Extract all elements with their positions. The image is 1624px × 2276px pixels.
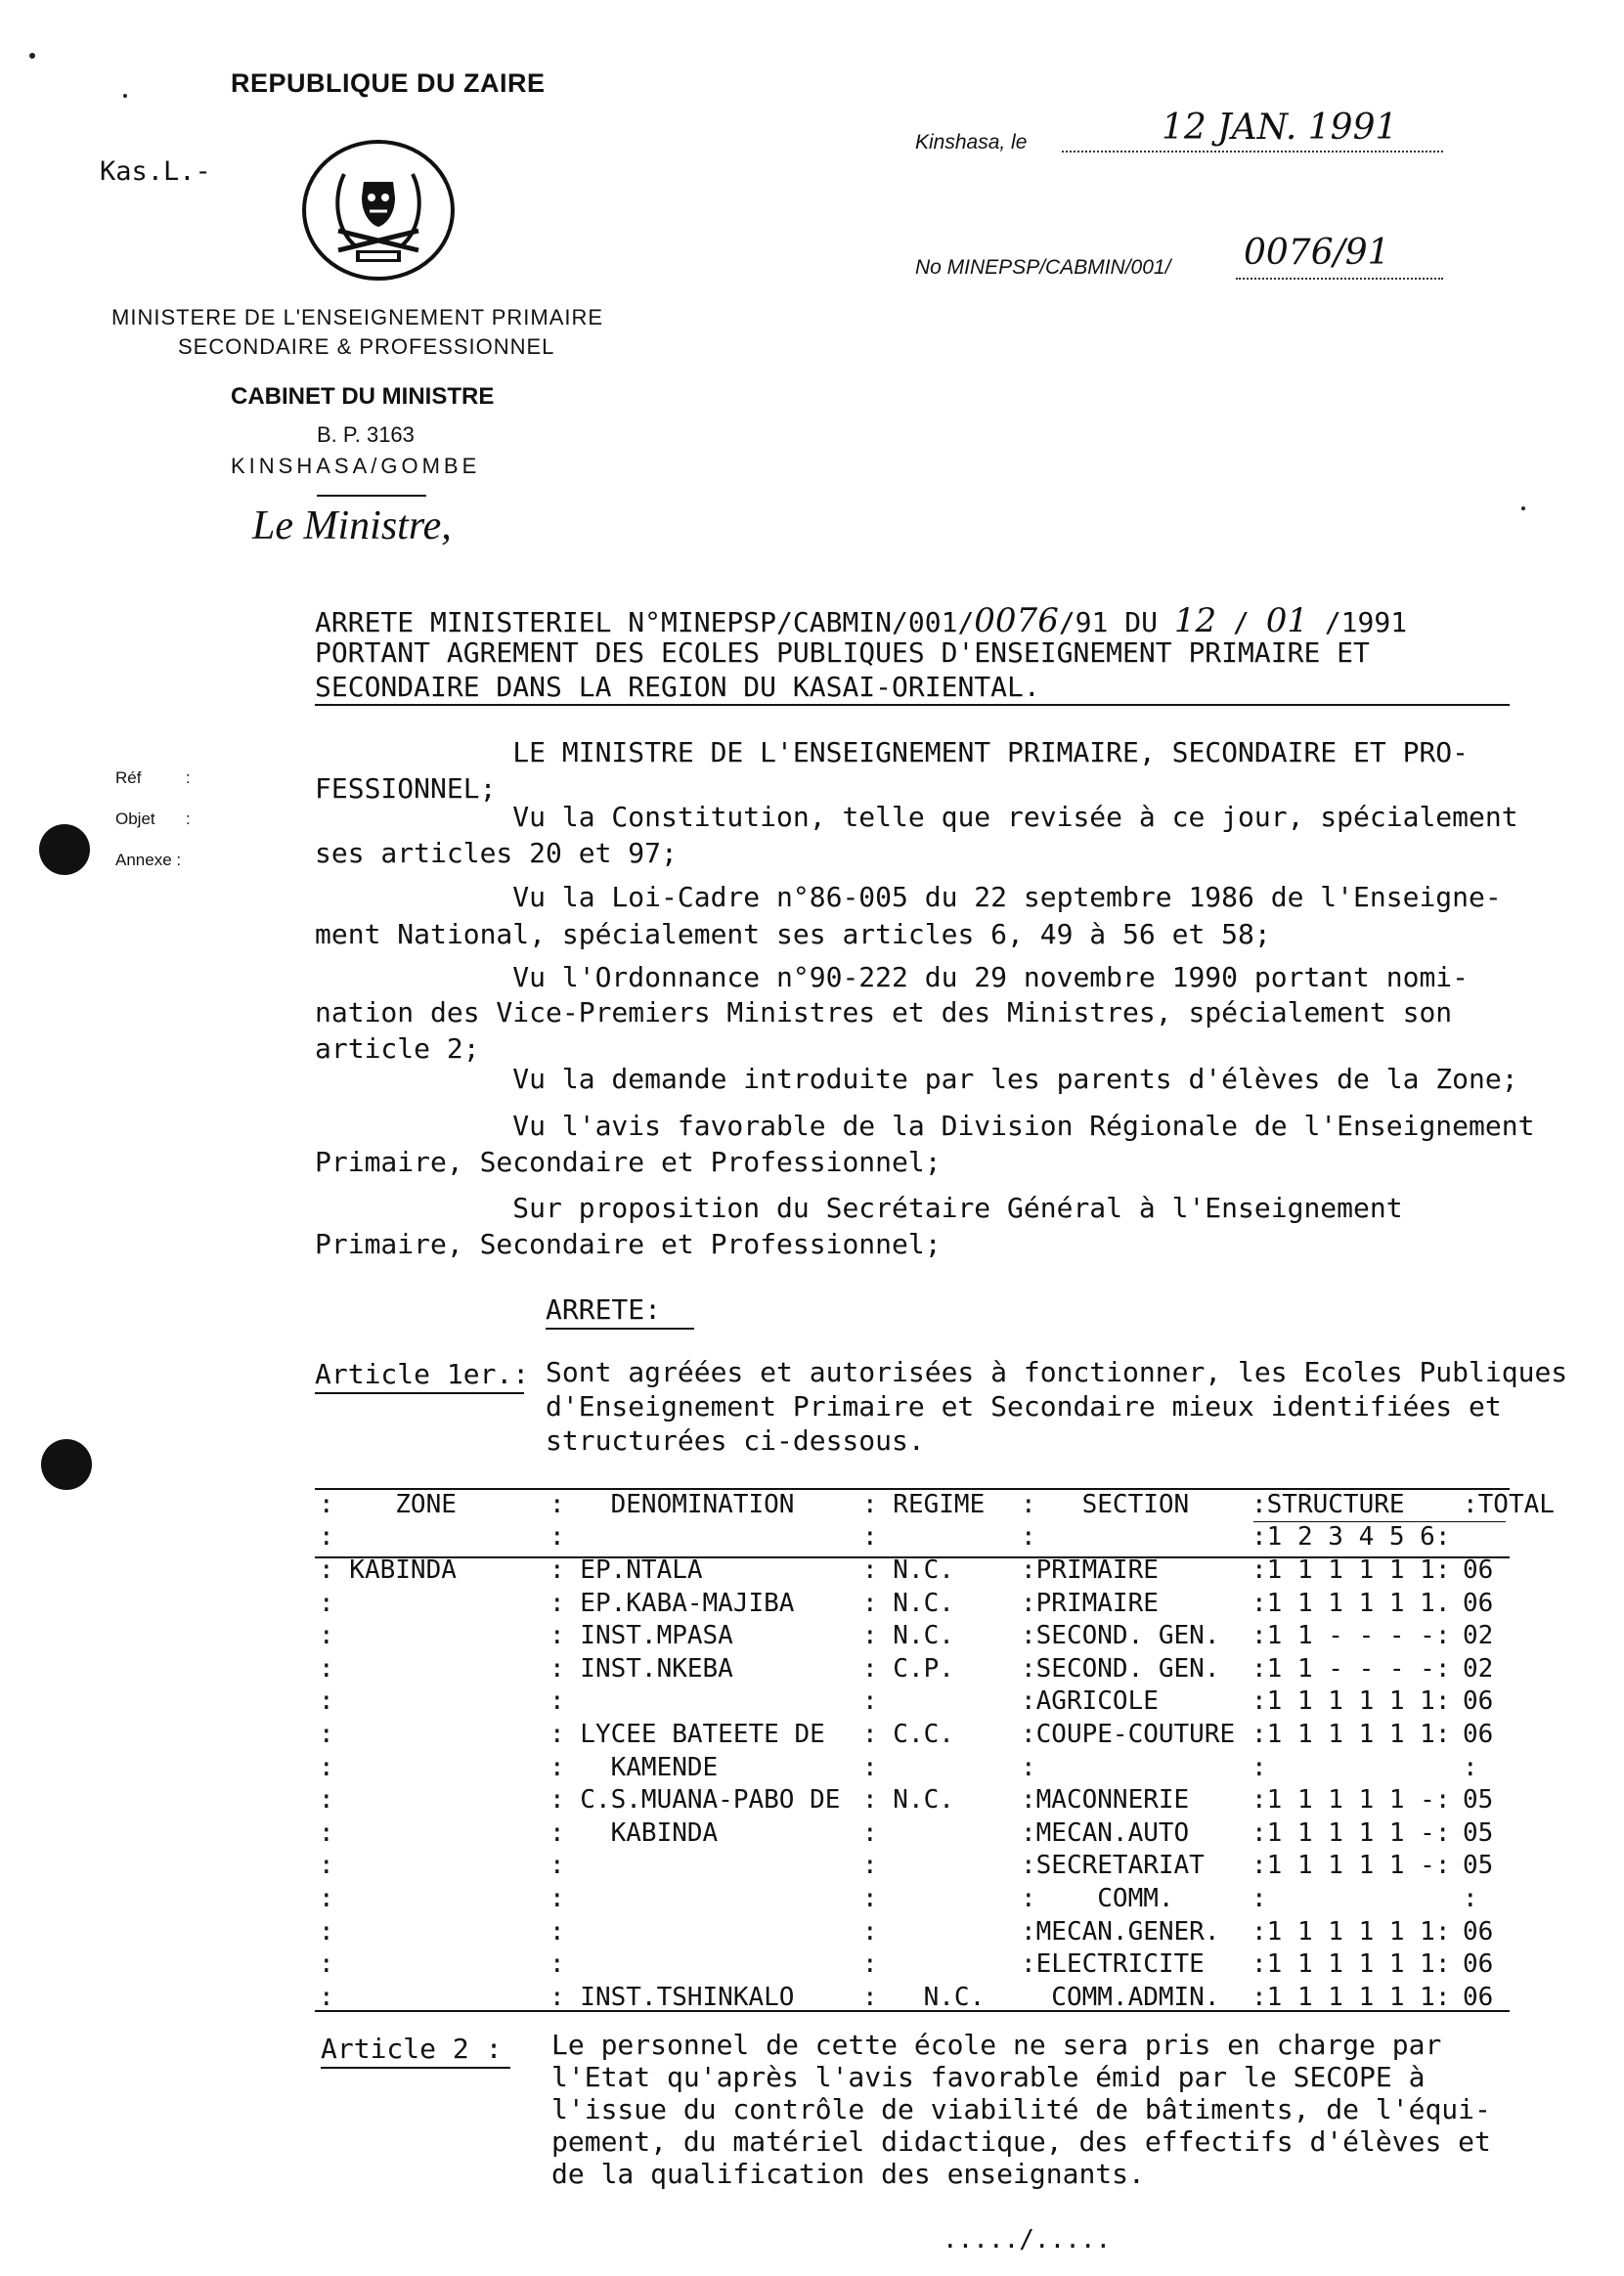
preamble-minister-line1: LE MINISTRE DE L'ENSEIGNEMENT PRIMAIRE, SECONDAIRE ET PRO- <box>315 736 1470 768</box>
cell-structure: :1 1 1 1 1 1: <box>1251 1916 1451 1947</box>
ref-margin-label: Réf <box>115 768 142 787</box>
preamble-proposition-line1: Sur proposition du Secrétaire Général à l'Enseignement <box>315 1192 1403 1224</box>
punch-hole-top <box>39 824 90 875</box>
cell-denomination: : INST.NKEBA <box>549 1653 733 1684</box>
table-body <box>315 1554 1558 2013</box>
cell-zone: : <box>319 1916 334 1947</box>
article2-label-underline <box>321 2067 510 2069</box>
ministry-name-line1: MINISTERE DE L'ENSEIGNEMENT PRIMAIRE <box>111 305 604 329</box>
cell-structure: : <box>1251 1883 1267 1913</box>
preamble-avis-line2: Primaire, Secondaire et Professionnel; <box>315 1146 942 1178</box>
title-sep: / <box>1232 606 1250 638</box>
table-subheader-row <box>315 1521 1558 1554</box>
cell-denomination: : INST.TSHINKALO <box>549 1982 795 2012</box>
cell-section: :ELECTRICITE <box>1021 1949 1205 1980</box>
cell-structure: :1 1 - - - -: <box>1251 1621 1451 1651</box>
cell-structure: :1 1 1 1 1 1. <box>1251 1588 1451 1618</box>
preamble-ordonnance-line1: Vu l'Ordonnance n°90-222 du 29 novembre 1990 portant nomi- <box>315 961 1470 993</box>
cell-zone: : <box>319 1883 334 1913</box>
cell-structure: :1 1 1 1 1 -: <box>1251 1817 1451 1848</box>
table-row <box>315 1981 1558 2014</box>
cell-zone: : <box>319 1949 334 1980</box>
cell-denomination: : INST.MPASA <box>549 1621 733 1651</box>
cell-zone: : <box>319 1851 334 1881</box>
scan-speck <box>29 53 35 59</box>
cell-denomination: : <box>549 1949 565 1980</box>
cell-regime: : <box>862 1686 878 1717</box>
cell-denomination: : KAMENDE <box>549 1752 719 1782</box>
title-mid: /91 DU <box>1058 606 1158 638</box>
table-row <box>315 1850 1558 1883</box>
article1-line2: d'Enseignement Primaire et Secondaire mieux identifiées et <box>546 1390 1502 1422</box>
article2-line5: de la qualification des enseignants. <box>551 2158 1145 2190</box>
reference-code: Kas.L.- <box>100 156 211 187</box>
place-label: Kinshasa, le <box>915 131 1028 153</box>
table-row <box>315 1751 1558 1784</box>
preamble-proposition-line2: Primaire, Secondaire et Professionnel; <box>315 1228 942 1260</box>
cell-total: 06 <box>1463 1554 1494 1585</box>
cell-section: :MACONNERIE <box>1021 1785 1190 1816</box>
handwritten-decree-day: 12 <box>1173 601 1217 640</box>
preamble-ordonnance-line2: nation des Vice-Premiers Ministres et des Ministres, spécialement son <box>315 996 1453 1029</box>
annex-margin-label: Annexe : <box>115 851 182 869</box>
cell-zone: : <box>319 1653 334 1684</box>
cell-section: :PRIMAIRE <box>1021 1588 1159 1618</box>
cell-regime: : <box>862 1851 878 1881</box>
cell-total: 02 <box>1463 1653 1494 1684</box>
cell-structure: :1 1 1 1 1 1: <box>1251 1719 1451 1749</box>
cell-total: 06 <box>1463 1719 1494 1749</box>
decree-title-line1 <box>315 601 1408 640</box>
article2-line2: l'Etat qu'après l'avis favorable émid par le SECOPE à <box>551 2061 1426 2093</box>
postal-box: B. P. 3163 <box>317 422 415 447</box>
cell-total: 06 <box>1463 1916 1494 1947</box>
cell-regime: : N.C. <box>862 1982 986 2012</box>
number-dotted-line <box>1236 278 1443 280</box>
table-row <box>315 1718 1558 1751</box>
object-margin-label: Objet <box>115 810 155 828</box>
cell-total: 06 <box>1463 1949 1494 1980</box>
preamble-avis-line1: Vu l'avis favorable de la Division Régionale de l'Enseignement <box>315 1110 1535 1142</box>
article2-line4: pement, du matériel didactique, des effectifs d'élèves et <box>551 2125 1491 2158</box>
cell-structure: :1 1 - - - -: <box>1251 1653 1451 1684</box>
cell-structure: :1 1 1 1 1 -: <box>1251 1851 1451 1881</box>
cell-denomination: : <box>549 1883 565 1913</box>
header-structure: :STRUCTURE <box>1251 1489 1405 1519</box>
cell-total: : <box>1463 1752 1478 1782</box>
article1-label-underline <box>315 1392 524 1394</box>
schools-table <box>315 1488 1558 2014</box>
table-row <box>315 1882 1558 1915</box>
table-row <box>315 1783 1558 1816</box>
title-year: /1991 <box>1324 606 1408 638</box>
header-total: :TOTAL <box>1463 1489 1555 1519</box>
title-prefix: ARRETE MINISTERIEL N°MINEPSP/CABMIN/001/ <box>315 606 975 638</box>
cell-section: :SECRETARIAT <box>1021 1851 1205 1881</box>
cell-regime: : C.C. <box>862 1719 954 1749</box>
cell-regime: : <box>862 1949 878 1980</box>
subheader-regime: : <box>862 1522 878 1553</box>
preamble-constitution-line2: ses articles 20 et 97; <box>315 837 678 869</box>
article1-label: Article 1er.: <box>315 1358 530 1390</box>
cell-total: 06 <box>1463 1982 1494 2012</box>
object-colon: : <box>186 810 191 828</box>
table-row <box>315 1652 1558 1685</box>
decree-heading: ARRETE: <box>546 1293 662 1326</box>
cell-denomination: : EP.KABA-MAJIBA <box>549 1588 795 1618</box>
article1-line1: Sont agréées et autorisées à fonctionner, les Ecoles Publiques <box>546 1356 1568 1388</box>
subheader-zone: : <box>319 1522 334 1553</box>
title-underline <box>315 704 1510 706</box>
cell-structure: :1 1 1 1 1 1: <box>1251 1949 1451 1980</box>
article2-line3: l'issue du contrôle de viabilité de bâtiments, de l'équi- <box>551 2093 1491 2125</box>
cell-regime: : N.C. <box>862 1785 954 1816</box>
cell-zone: : KABINDA <box>319 1554 457 1585</box>
cell-section: : <box>1021 1752 1036 1782</box>
cell-section: :SECOND. GEN. <box>1021 1621 1220 1651</box>
cell-zone: : <box>319 1588 334 1618</box>
cell-regime: : N.C. <box>862 1621 954 1651</box>
cell-denomination: : EP.NTALA <box>549 1554 703 1585</box>
cabinet-heading: CABINET DU MINISTRE <box>231 383 495 410</box>
table-row <box>315 1587 1558 1620</box>
cell-total: 02 <box>1463 1621 1494 1651</box>
table-row <box>315 1915 1558 1948</box>
cell-denomination: : <box>549 1686 565 1717</box>
address-divider <box>317 495 426 497</box>
header-denomination: : DENOMINATION <box>549 1489 795 1519</box>
header-section: : SECTION <box>1021 1489 1190 1519</box>
header-zone: : ZONE <box>319 1489 457 1519</box>
cell-regime: : <box>862 1817 878 1848</box>
cell-denomination: : LYCEE BATEETE DE <box>549 1719 825 1749</box>
table-row <box>315 1685 1558 1719</box>
cell-regime: : <box>862 1916 878 1947</box>
cell-structure: :1 1 1 1 1 -: <box>1251 1785 1451 1816</box>
cell-denomination: : KABINDA <box>549 1817 719 1848</box>
subheader-total <box>1459 1521 1558 1554</box>
decree-heading-underline <box>546 1328 694 1330</box>
continuation-marker: ...../..... <box>943 2225 1112 2254</box>
table-header-row <box>315 1488 1558 1521</box>
city-address: KINSHASA/GOMBE <box>231 454 481 478</box>
cell-structure: : <box>1251 1752 1267 1782</box>
cell-section: :MECAN.GENER. <box>1021 1916 1220 1947</box>
cell-total: 06 <box>1463 1686 1494 1717</box>
cell-structure: :1 1 1 1 1 1: <box>1251 1982 1451 2012</box>
cell-total: : <box>1463 1883 1478 1913</box>
cell-zone: : <box>319 1785 334 1816</box>
cell-structure: :1 1 1 1 1 1: <box>1251 1686 1451 1717</box>
cell-zone: : <box>319 1982 334 2012</box>
scan-speck <box>123 94 127 98</box>
punch-hole-bottom <box>41 1439 92 1490</box>
ref-colon: : <box>186 768 191 787</box>
cell-denomination: : <box>549 1916 565 1947</box>
cell-zone: : <box>319 1686 334 1717</box>
subheader-section: : <box>1021 1522 1036 1553</box>
cell-zone: : <box>319 1752 334 1782</box>
cell-section: :SECOND. GEN. <box>1021 1653 1220 1684</box>
cell-regime: : N.C. <box>862 1554 954 1585</box>
date-dotted-line <box>1062 151 1443 153</box>
cell-total: 05 <box>1463 1785 1494 1816</box>
cell-total: 05 <box>1463 1817 1494 1848</box>
cell-denomination: : <box>549 1851 565 1881</box>
cell-zone: : <box>319 1817 334 1848</box>
preamble-ordonnance-line3: article 2; <box>315 1032 480 1065</box>
reference-number-label: No MINEPSP/CABMIN/001/ <box>915 256 1171 279</box>
table-row <box>315 1554 1558 1587</box>
decree-title-line3: SECONDAIRE DANS LA REGION DU KASAI-ORIENTAL. <box>315 671 1040 703</box>
handwritten-number: 0076/91 <box>1244 233 1390 273</box>
article2-line1: Le personnel de cette école ne sera pris en charge par <box>551 2029 1442 2061</box>
handwritten-date: 12 JAN. 1991 <box>1162 108 1398 148</box>
cell-section: COMM.ADMIN. <box>1021 1982 1220 2012</box>
table-row <box>315 1816 1558 1850</box>
article2-label: Article 2 : <box>321 2033 503 2065</box>
preamble-minister-line2: FESSIONNEL; <box>315 772 497 805</box>
cell-total: 06 <box>1463 1588 1494 1618</box>
header-regime: : REGIME <box>862 1489 986 1519</box>
cell-section: :PRIMAIRE <box>1021 1554 1159 1585</box>
table-row <box>315 1948 1558 1981</box>
cell-section: :AGRICOLE <box>1021 1686 1159 1717</box>
signatory-title: Le Ministre, <box>252 503 452 548</box>
handwritten-decree-number: 0076 <box>974 601 1059 640</box>
country-name: REPUBLIQUE DU ZAIRE <box>231 68 546 98</box>
cell-regime: : C.P. <box>862 1653 954 1684</box>
preamble-constitution-line1: Vu la Constitution, telle que revisée à ce jour, spécialement <box>315 801 1518 833</box>
coat-of-arms-seal-icon <box>299 137 458 284</box>
table-row <box>315 1619 1558 1652</box>
cell-zone: : <box>319 1621 334 1651</box>
cell-section: :MECAN.AUTO <box>1021 1817 1190 1848</box>
cell-zone: : <box>319 1719 334 1749</box>
cell-section: :COUPE-COUTURE <box>1021 1719 1236 1749</box>
ministry-name-line2: SECONDAIRE & PROFESSIONNEL <box>178 334 555 359</box>
preamble-loi-cadre-line2: ment National, spécialement ses articles 6, 49 à 56 et 58; <box>315 918 1271 950</box>
article1-line3: structurées ci-dessous. <box>546 1424 925 1457</box>
preamble-loi-cadre-line1: Vu la Loi-Cadre n°86-005 du 22 septembre 1986 de l'Enseigne- <box>315 881 1502 913</box>
cell-regime: : <box>862 1883 878 1913</box>
decree-title-line2: PORTANT AGREMENT DES ECOLES PUBLIQUES D'ENSEIGNEMENT PRIMAIRE ET <box>315 636 1370 669</box>
cell-section: : COMM. <box>1021 1883 1174 1913</box>
cell-structure: :1 1 1 1 1 1: <box>1251 1554 1451 1585</box>
subheader-structure-years: :1 2 3 4 5 6: <box>1251 1522 1451 1553</box>
subheader-denomination: : <box>549 1522 565 1553</box>
preamble-demande-line: Vu la demande introduite par les parents d'élèves de la Zone; <box>315 1063 1518 1095</box>
cell-regime: : N.C. <box>862 1588 954 1618</box>
cell-denomination: : C.S.MUANA-PABO DE <box>549 1785 841 1816</box>
handwritten-decree-month: 01 <box>1265 601 1308 640</box>
cell-regime: : <box>862 1752 878 1782</box>
scan-speck <box>1521 506 1525 510</box>
cell-total: 05 <box>1463 1851 1494 1881</box>
